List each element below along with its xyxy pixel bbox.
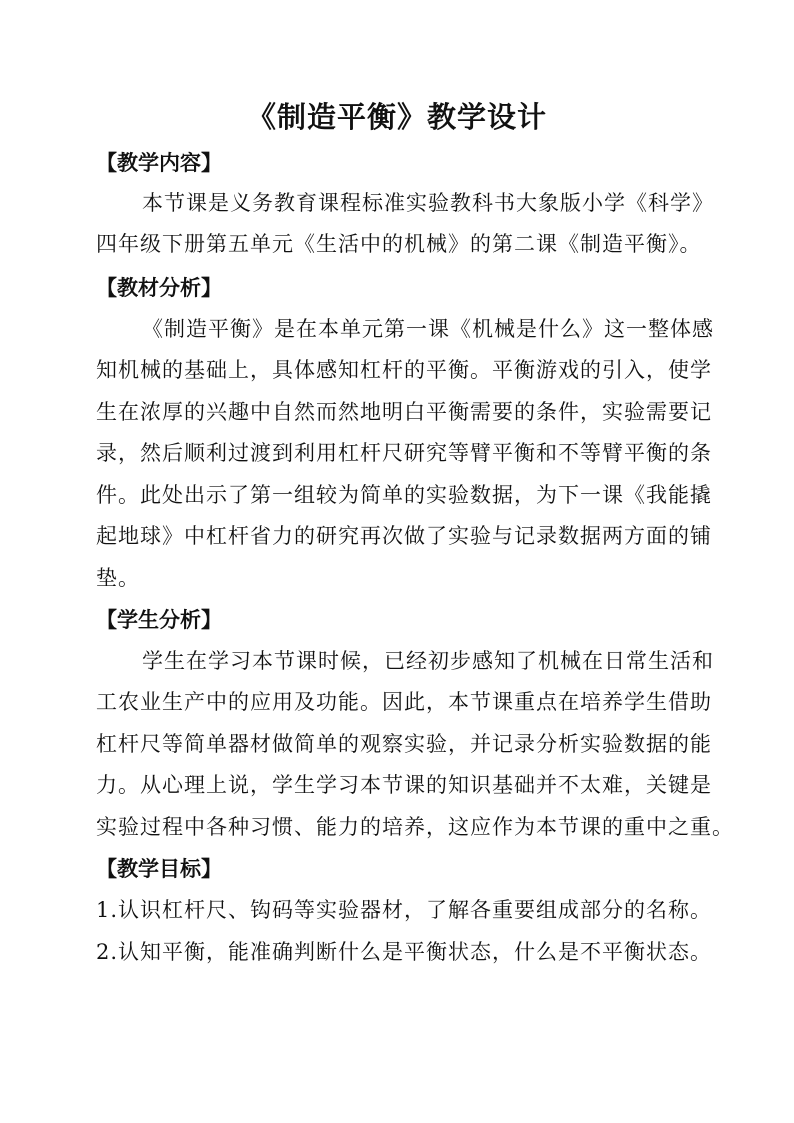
paragraph-line: 力。从心理上说，学生学习本节课的知识基础并不太难，关键是 <box>96 773 712 797</box>
paragraph-line: 杠杆尺等简单器材做简单的观察实验，并记录分析实验数据的能 <box>96 732 712 756</box>
paragraph-line: 工农业生产中的应用及功能。因此，本节课重点在培养学生借助 <box>96 690 712 714</box>
paragraph-line: 实验过程中各种习惯、能力的培养，这应作为本节课的重中之重。 <box>96 815 734 839</box>
section-heading-students: 【学生分析】 <box>96 608 222 632</box>
paragraph-line: 起地球》中杠杆省力的研究再次做了实验与记录数据两方面的铺 <box>96 524 712 548</box>
section-heading-material: 【教材分析】 <box>96 276 222 300</box>
section-heading-content: 【教学内容】 <box>96 151 222 175</box>
paragraph-line: 垫。 <box>96 566 140 590</box>
paragraph-line: 本节课是义务教育课程标准实验教科书大象版小学《科学》 <box>142 191 714 215</box>
section-heading-objectives: 【教学目标】 <box>96 857 222 881</box>
paragraph-line: 件。此处出示了第一组较为简单的实验数据，为下一课《我能撬 <box>96 483 712 507</box>
paragraph-line: 四年级下册第五单元《生活中的机械》的第二课《制造平衡》。 <box>96 232 702 256</box>
paragraph-line: 学生在学习本节课时候，已经初步感知了机械在日常生活和 <box>142 649 714 673</box>
paragraph-line: 《制造平衡》是在本单元第一课《机械是什么》这一整体感 <box>142 317 714 341</box>
objective-item: 2.认知平衡，能准确判断什么是平衡状态，什么是不平衡状态。 <box>96 940 713 964</box>
paragraph-line: 生在浓厚的兴趣中自然而然地明白平衡需要的条件，实验需要记 <box>96 400 712 424</box>
paragraph-line: 知机械的基础上，具体感知杠杆的平衡。平衡游戏的引入，使学 <box>96 358 712 382</box>
document-title: 《制造平衡》教学设计 <box>246 100 547 134</box>
objective-item: 1.认识杠杆尺、钩码等实验器材，了解各重要组成部分的名称。 <box>96 898 713 922</box>
paragraph-line: 录，然后顺利过渡到利用杠杆尺研究等臂平衡和不等臂平衡的条 <box>96 441 712 465</box>
